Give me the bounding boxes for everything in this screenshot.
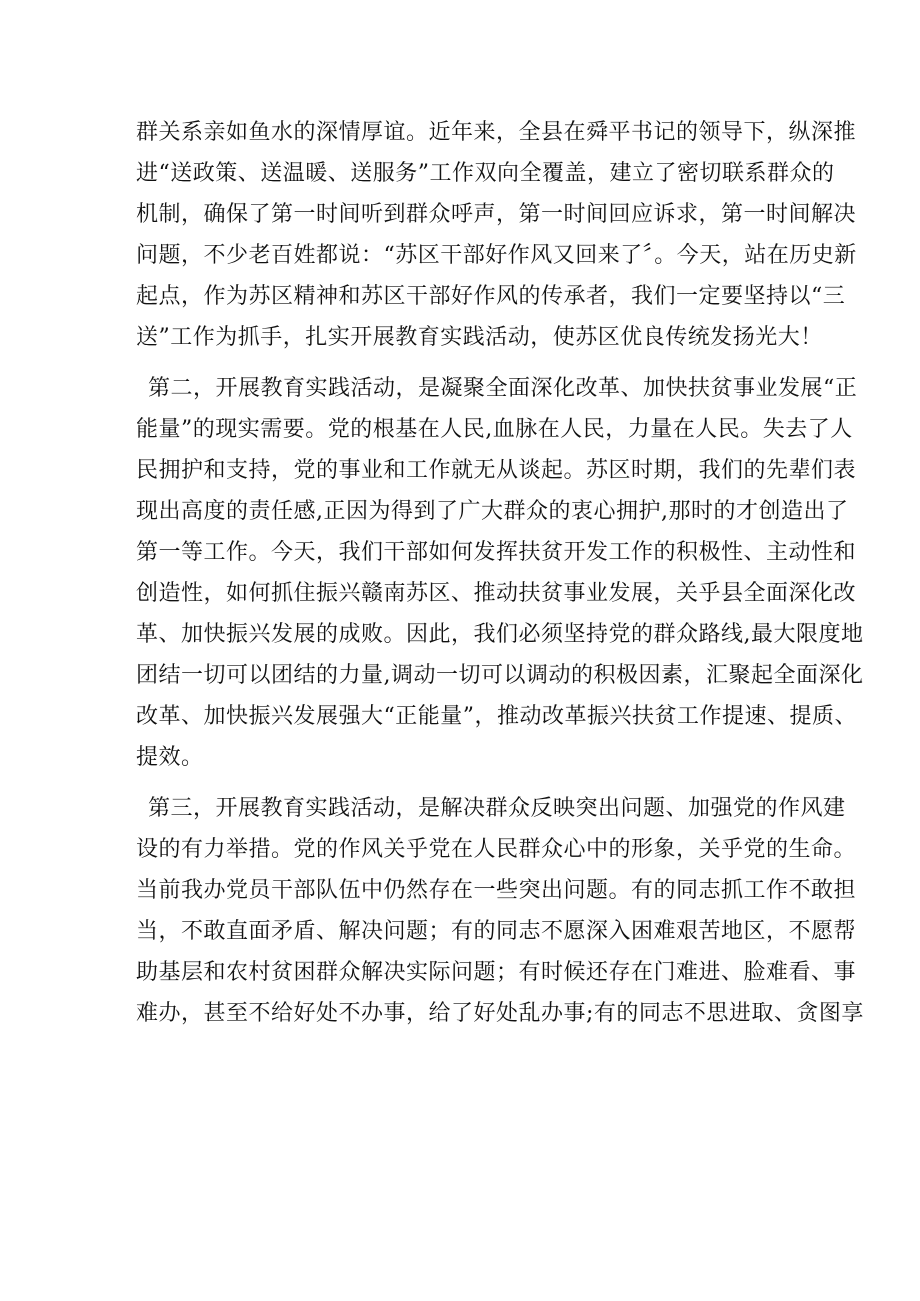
- paragraph-3: [136, 788, 864, 1034]
- text-line: 问题，不少老百姓都说：“苏区干部好作风又回来了〞。今天，站在历史新: [136, 243, 857, 268]
- text-line: 助基层和农村贫困群众解决实际问题；有时候还存在门难进、脸难看、事: [136, 960, 857, 985]
- text-line: 提效。: [136, 745, 204, 770]
- text-line: 团结一切可以团结的力量,调动一切可以调动的积极因素，汇聚起全面深化: [136, 663, 864, 688]
- text-line: 能量”的现实需要。党的根基在人民,血脉在人民，力量在人民。失去了人: [136, 417, 853, 442]
- text-line: 现出高度的责任感,正因为得到了广大群众的衷心拥护,那时的才创造出了: [136, 499, 849, 524]
- document-body: [136, 112, 864, 1034]
- paragraph-1: [136, 112, 857, 358]
- text-line: 送”工作为抓手，扎实开展教育实践活动，使苏区优良传统发扬光大！: [136, 325, 823, 350]
- paragraph-2: [136, 368, 864, 778]
- text-line: 第三，开展教育实践活动，是解决群众反映突出问题、加强党的作风建: [148, 796, 846, 821]
- text-line: 第二，开展教育实践活动，是凝聚全面深化改革、加快扶贫事业发展“正: [148, 376, 858, 401]
- text-line: 起点，作为苏区精神和苏区干部好作风的传承者，我们一定要坚持以“三: [136, 284, 846, 309]
- text-line: 第一等工作。今天，我们干部如何发挥扶贫开发工作的积极性、主动性和: [136, 540, 857, 565]
- text-line: 群关系亲如鱼水的深情厚谊。近年来，全县在舜平书记的领导下，纵深推: [136, 120, 857, 145]
- text-line: 当前我办党员干部队伍中仍然存在一些突出问题。有的同志抓工作不敢担: [136, 878, 857, 903]
- text-line: 设的有力举措。党的作风关乎党在人民群众心中的形象，关乎党的生命。: [136, 837, 857, 862]
- text-line: 改革、加快振兴发展强大“正能量”，推动改革振兴扶贫工作提速、提质、: [136, 704, 857, 729]
- paragraph-gap: [136, 358, 796, 368]
- text-line: 当，不敢直面矛盾、解决问题；有的同志不愿深入困难艰苦地区，不愿帮: [136, 919, 857, 944]
- text-line: 创造性，如何抓住振兴赣南苏区、推动扶贫事业发展，关乎县全面深化改: [136, 581, 857, 606]
- text-line: 难办，甚至不给好处不办事，给了好处乱办事;有的同志不思进取、贪图享: [136, 1001, 864, 1026]
- paragraph-gap: [136, 778, 796, 788]
- text-line: 机制，确保了第一时间听到群众呼声，第一时间回应诉求，第一时间解决: [136, 202, 857, 227]
- text-line: 进“送政策、送温暖、送服务”工作双向全覆盖，建立了密切联系群众的: [136, 161, 835, 186]
- text-line: 民拥护和支持，党的事业和工作就无从谈起。苏区时期，我们的先辈们表: [136, 458, 857, 483]
- text-line: 革、加快振兴发展的成败。因此，我们必须坚持党的群众路线,最大限度地: [136, 622, 864, 647]
